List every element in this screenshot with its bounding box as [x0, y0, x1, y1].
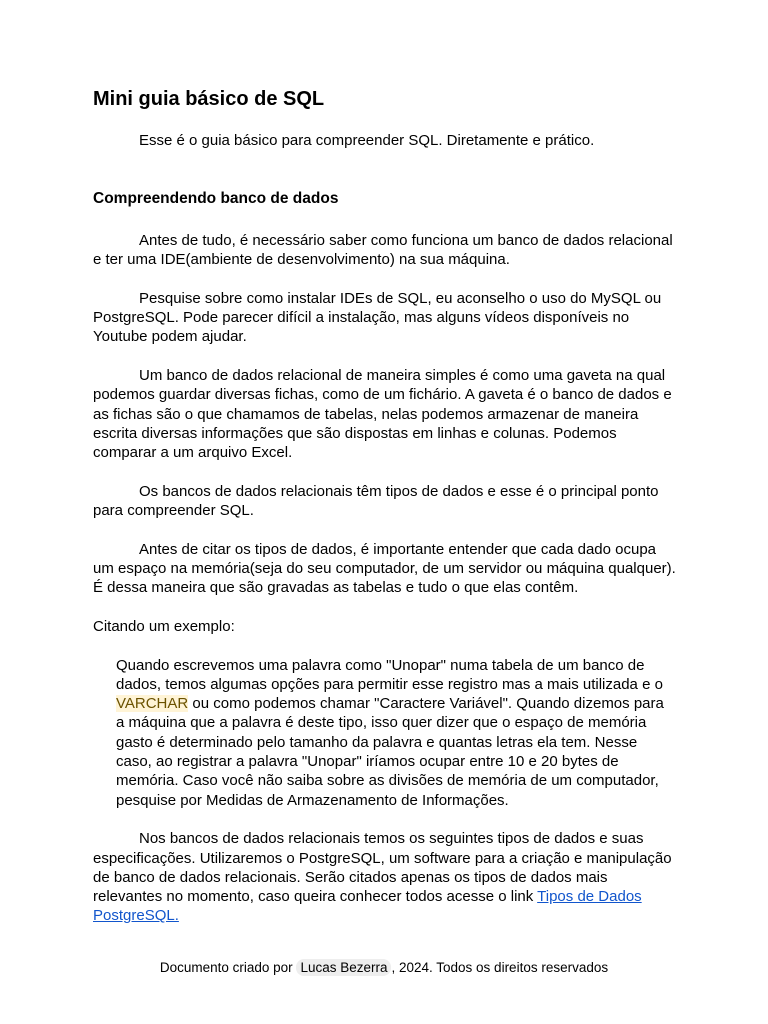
paragraph-postgres-types [93, 829, 678, 925]
final-paragraph-text: Nos bancos de dados relacionais temos os seguintes tipos de dados e suas especificações. Utilizaremos o PostgreSQL, um software para a criação e manipulação de banco de dados relacionais. Serão citados apenas os tipos de dados mais relevantes no momento, caso queira conhecer todos acesse o link [93, 830, 672, 906]
paragraph-drawer-analogy: Um banco de dados relacional de maneira simples é como uma gaveta na qual podemos guardar diversas fichas, como de um fichário. A gaveta é o banco de dados e as fichas são o que chamamos de tabelas, nelas podemos armazenar de maneira escrita diversas informações que são dispostas em linhas e colunas. Podemos comparar a um arquivo Excel. [93, 367, 672, 462]
footer [0, 959, 768, 977]
paragraph-example-intro: Citando um exemplo: [93, 617, 235, 635]
intro-paragraph: Esse é o guia básico para compreender SQL. Diretamente e prático. [139, 132, 595, 149]
page-title: Mini guia básico de SQL [93, 88, 325, 110]
footer-suffix: , 2024. Todos os direitos reservados [391, 960, 609, 975]
paragraph-install: Pesquise sobre como instalar IDEs de SQL, eu aconselho o uso do MySQL ou PostgreSQL. Pode parecer difícil a instalação, mas alguns vídeos disponíveis no Youtube podem ajudar. [93, 289, 662, 346]
quote-text-before: Quando escrevemos uma palavra como "Unopar" numa tabela de um banco de dados, temos algumas opções para permitir esse registro mas a mais utilizada e o [116, 656, 663, 693]
author-chip[interactable]: Lucas Bezerra [296, 959, 391, 976]
footer-prefix: Documento criado por [159, 960, 297, 975]
body-text [93, 231, 678, 926]
section-heading: Compreendendo banco de dados [93, 190, 339, 207]
postgres-types-link[interactable]: Tipos de Dados PostgreSQL. [93, 888, 642, 925]
varchar-highlight: VARCHAR [116, 695, 189, 713]
example-quote [116, 656, 676, 810]
quote-text-after: ou como podemos chamar "Caractere Variável". Quando dizemos para a máquina que a palavra é deste tipo, isso quer dizer que o espaço de memória gasto é determinado pelo tamanho da palavra e quantas letras ela tem. Nesse caso, ao registrar a palavra "Unopar" iríamos ocupar entre 10 e 20 bytes de memória. Caso você não saiba sobre as divisões de memória de um computador, pesquise por Medidas de Armazenamento de Informações. [116, 695, 664, 809]
paragraph-data-types: Os bancos de dados relacionais têm tipos de dados e esse é o principal ponto para compreender SQL. [93, 482, 659, 520]
paragraph-memory: Antes de citar os tipos de dados, é importante entender que cada dado ocupa um espaço na memória(seja do seu computador, de um servidor ou máquina qualquer). É dessa maneira que são gravadas as tabelas e tudo o que elas contêm. [93, 540, 676, 597]
paragraph-ide: Antes de tudo, é necessário saber como funciona um banco de dados relacional e ter uma IDE(ambiente de desenvolvimento) na sua máquina. [93, 232, 673, 269]
